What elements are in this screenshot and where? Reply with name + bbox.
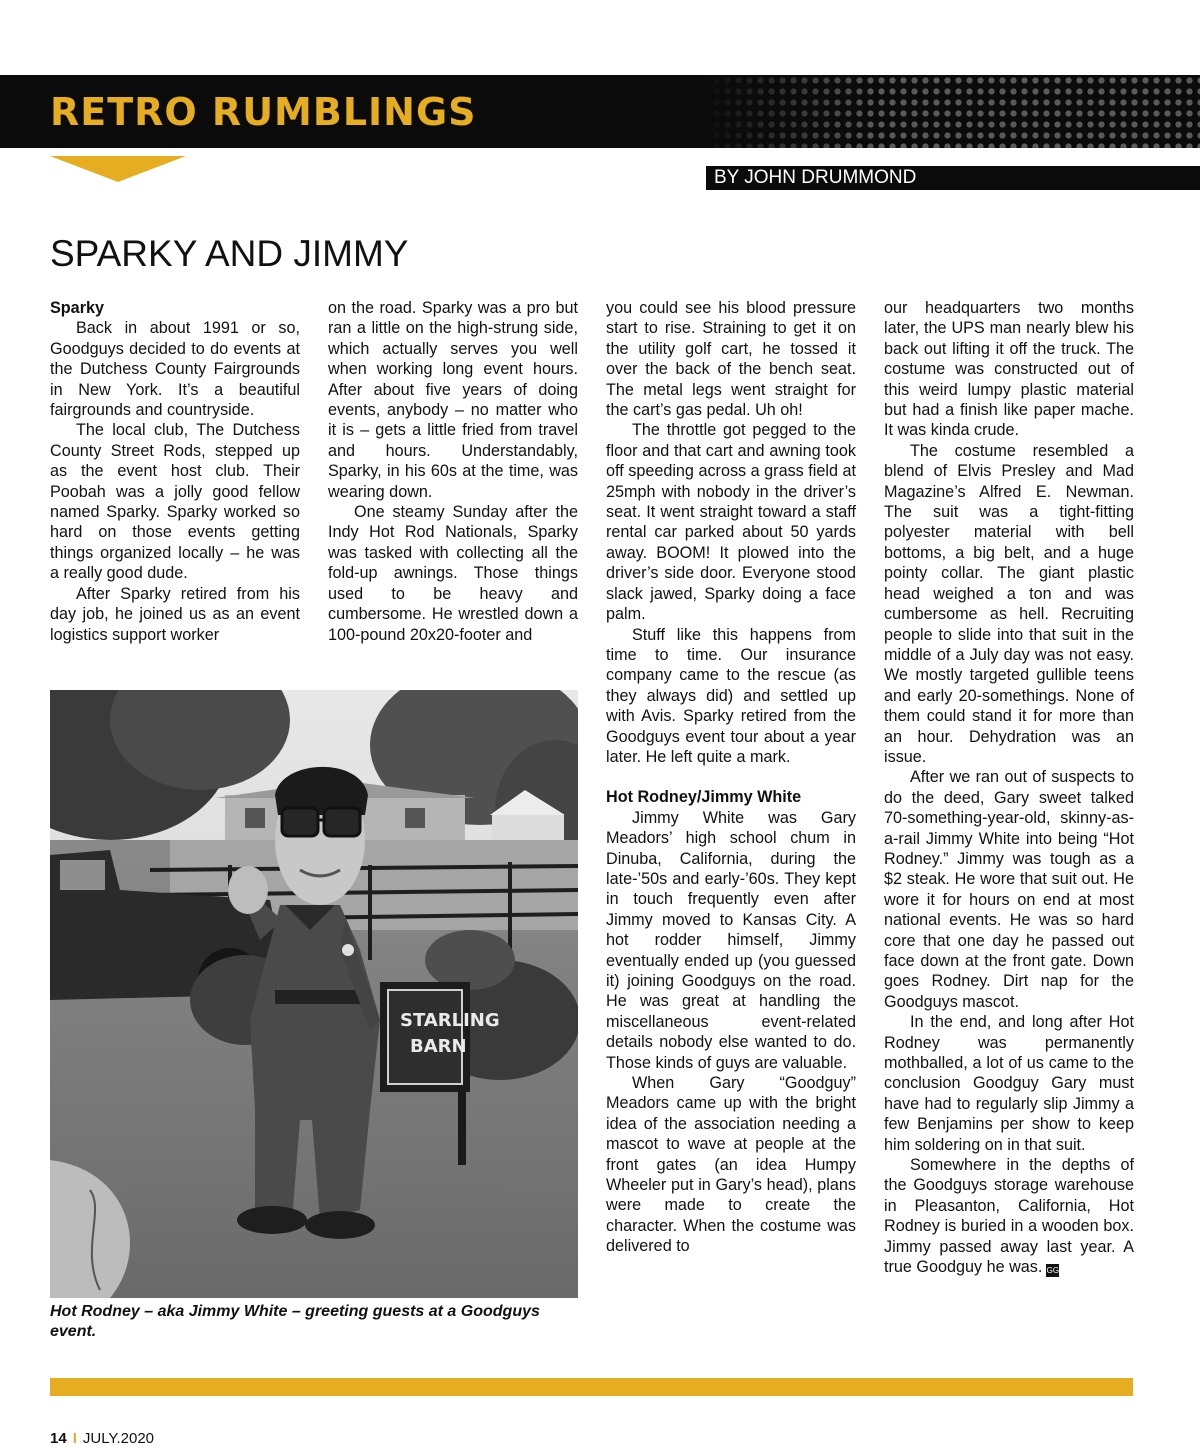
paragraph: After we ran out of suspects to do the deed, Gary sweet talked 70-something-year-old, skinny-as-a-rail Jimmy White into being “Hot Rodney.” Jimmy was tough as a $2 steak. He wore that suit out. He wore it for hours on end at most national events. He was so hard core that one day he passed out face down at the front gate. Down goes Rodney. Dirt nap for the Goodguys mascot. — [884, 768, 1134, 1011]
sign-line-1: STARLING — [400, 1010, 500, 1031]
paragraph: The throttle got pegged to the floor and that cart and awning took off speeding across a grass field at 25mph with nobody in the driver’s seat. It went straight toward a staff rental car parked about 50 yards away. BOOM! It plowed into the driver’s side door. Everyone stood slack jawed, Sparky doing a face palm. — [606, 421, 856, 624]
paragraph: you could see his blood pressure start to rise. Straining to get it on the utility golf cart, he tossed it over the back of the bench seat. The metal legs went straight for the cart’s gas pedal. Uh oh! — [606, 299, 856, 420]
folio-separator: I — [72, 1430, 77, 1447]
paragraph: The costume resembled a blend of Elvis Presley and Mad Magazine’s Alfred E. Newman. The suit was a tight-fitting polyester material with bell bottoms, a big belt, and a huge pointy collar. The giant plastic head weighed a ton and was cumbersome as hell. Recruiting people to slide into that suit in the middle of a July day was not easy. We mostly targeted gullible teens and early 20-somethings. None of them could stand it for more than an hour. Dehydration was an issue. — [884, 441, 1134, 766]
footer-accent-bar — [50, 1378, 1133, 1396]
section-header-bar — [0, 75, 1200, 148]
paragraph: Back in about 1991 or so, Goodguys decided to do events at the Dutchess County Fairgrounds in New York. It’s a beautiful fairgrounds and countryside. — [50, 319, 300, 420]
article-photo — [50, 690, 578, 1298]
mascot-photo-illustration — [50, 690, 578, 1298]
paragraph: our headquarters two months later, the UPS man nearly blew his back out lifting it off the truck. The costume was constructed out of this weird lumpy plastic material but had a finish like paper mache. It was kinda crude. — [884, 299, 1134, 440]
arrow-down-icon — [50, 156, 186, 182]
paragraph: After Sparky retired from his day job, he joined us as an event logistics support worker — [50, 584, 300, 644]
text-column-1 — [50, 298, 300, 645]
paragraph — [884, 1155, 1134, 1277]
paragraph: When Gary “Goodguy” Meadors came up with the bright idea of the association needing a mascot to wave at people at the front gates (an idea Humpy Wheeler put in Gary’s head), plans were made to create the character. When the costume was delivered to — [606, 1074, 856, 1256]
section-heading-sparky: Sparky — [50, 299, 104, 317]
paragraph: In the end, and long after Hot Rodney was permanently mothballed, a lot of us came to the conclusion Goodguy Gary must have had to regularly slip Jimmy a few Benjamins per show to keep him soldering on in that suit. — [884, 1013, 1134, 1154]
paragraph-text: Somewhere in the depths of the Goodguys storage warehouse in Pleasanton, California, Hot Rodney is buried in a wooden box. Jimmy passed away last year. A true Goodguy he was. — [884, 1156, 1134, 1277]
byline: BY JOHN DRUMMOND — [714, 167, 917, 188]
halftone-pattern — [700, 75, 1200, 148]
sign-line-2: BARN — [410, 1036, 467, 1057]
page-number: 14 — [50, 1430, 67, 1447]
section-title: RETRO RUMBLINGS — [50, 90, 477, 134]
byline-bar — [706, 166, 1200, 190]
article-title: SPARKY AND JIMMY — [50, 233, 409, 274]
photo-caption: Hot Rodney – aka Jimmy White – greeting guests at a Goodguys event. — [50, 1303, 540, 1340]
paragraph: One steamy Sunday after the Indy Hot Rod Nationals, Sparky was tasked with collecting all the fold-up awnings. Those things used to be heavy and cumbersome. He wrestled down a 100-pound 20x20-footer and — [328, 503, 578, 644]
paragraph: on the road. Sparky was a pro but ran a little on the high-strung side, which actually serves you well when working long event hours. After about five years of doing events, anybody – no matter who it is – gets a little fried from travel and hours. Understandably, Sparky, in his 60s at the time, was wearing down. — [328, 299, 578, 501]
goodguys-end-mark-icon: GG — [1046, 1266, 1060, 1276]
paragraph: Stuff like this happens from time to time. Our insurance company came to the rescue (as they always did) and settled up with Avis. Sparky retired from the Goodguys event tour about a year later. He left quite a mark. — [606, 625, 856, 766]
page-folio — [50, 1430, 154, 1448]
paragraph: The local club, The Dutchess County Street Rods, stepped up as the event host club. Their Poobah was a jolly good fellow named Sparky. Sparky worked so hard on those events getting things organized locally – he was a really good dude. — [50, 421, 300, 583]
text-column-3 — [606, 298, 856, 1257]
section-heading-hot-rodney: Hot Rodney/Jimmy White — [606, 788, 802, 807]
issue-date: JULY.2020 — [82, 1430, 155, 1447]
paragraph: Jimmy White was Gary Meadors’ high school chum in Dinuba, California, during the late-’50s and early-’60s. They kept in touch frequently even after Jimmy moved to Kansas City. A hot rodder himself, Jimmy eventually ended up (you guessed it) joining Goodguys on the road. He was great at handling the miscellaneous event-related details nobody else wanted to do. Those kinds of guys are valuable. — [606, 808, 856, 1072]
text-column-2 — [328, 298, 578, 645]
text-column-4 — [884, 298, 1134, 1278]
